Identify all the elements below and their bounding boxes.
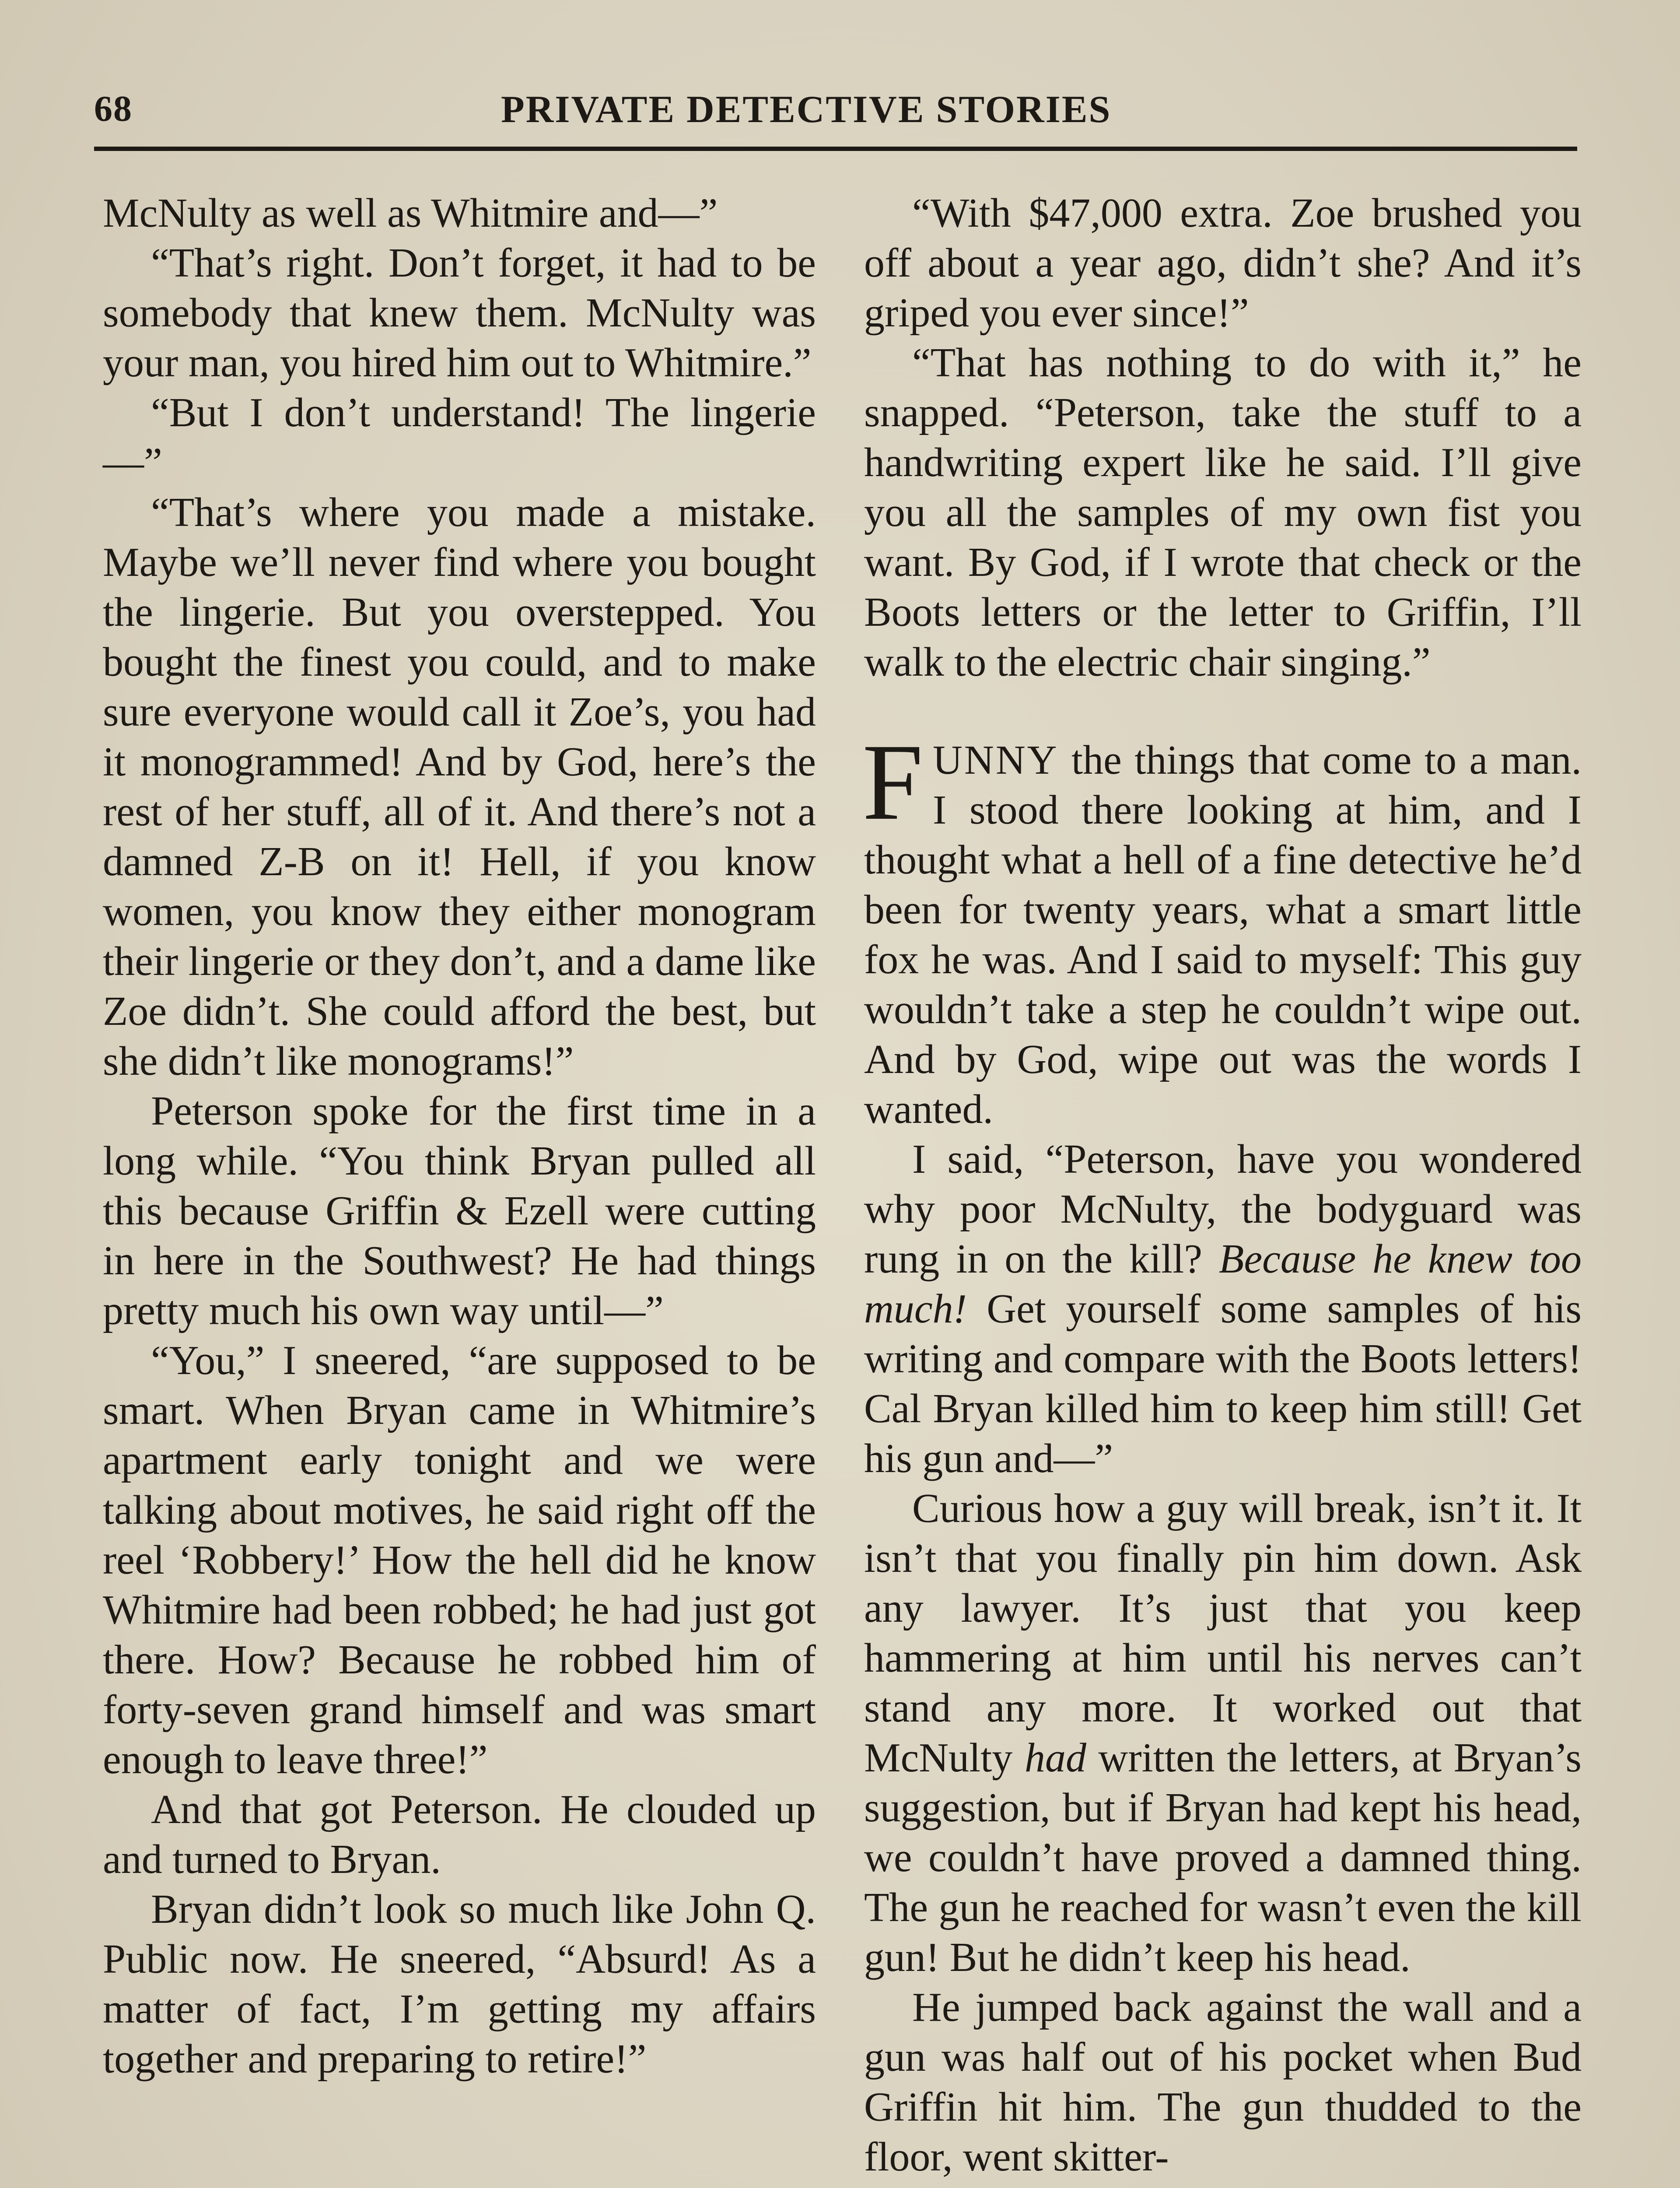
paragraph: “You,” I sneered, “are supposed to be smart. When Bryan came in Whitmire’s apartment early tonight and we were talking about motives, he said right off the reel ‘Robbery!’ How the hell did he know Whitmire had been robbed; he had just got there. How? Because he robbed him of forty-seven grand himself and was smart enough to leave three!”: [103, 1338, 816, 1782]
paragraph: [864, 1483, 1582, 1982]
page-number: 68: [94, 88, 133, 129]
paragraph: And that got Peterson. He clouded up and turned to Bryan.: [103, 1787, 816, 1882]
section-opening-paragraph: [862, 722, 1582, 1134]
paragraph: “That’s where you made a mistake. Maybe we’ll never find where you bought the lingerie. But you overstepped. You bought the finest you could, and to make sure everyone would call it Zoe’s, you had it monogrammed! And by God, here’s the rest of her stuff, all of it. And there’s not a damned Z-B on it! Hell, if you know women, you know they either monogram their lingerie or they don’t, and a dame like Zoe didn’t. She could afford the best, but she didn’t like monograms!”: [103, 490, 816, 1084]
paragraph-text: Get yourself some samples of his writing and compare with the Boots letters! Cal Bryan killed him to keep him still! Get his gun and—”: [864, 1286, 1582, 1481]
paragraph: [864, 1134, 1582, 1483]
paragraph: “But I don’t understand! The lingerie—”: [103, 390, 816, 485]
left-column: [103, 188, 816, 2084]
paragraph: McNulty as well as Whitmire and—”: [103, 190, 718, 236]
header-rule: [94, 147, 1577, 151]
drop-cap: F: [862, 722, 924, 843]
italic-text: Because he knew too much!: [864, 1236, 1582, 1332]
right-column: [864, 188, 1582, 2182]
page-header: [94, 88, 1582, 140]
paragraph-text: Curious how a guy will break, isn’t it. It isn’t that you finally pin him down. Ask any lawyer. It’s just that you keep hammering at him until his nerves can’t stand any more. It worked out that McNulty: [864, 1486, 1582, 1781]
paragraph: Bryan didn’t look so much like John Q. Public now. He sneered, “Absurd! As a matter of fact, I’m getting my affairs together and preparing to retire!”: [103, 1886, 816, 2082]
paragraph-text: I said, “Peterson, have you wondered why poor McNulty, the bodyguard was rung in on the kill?: [864, 1136, 1582, 1282]
paragraph: “That has nothing to do with it,” he snapped. “Peterson, take the stuff to a handwriting expert like he said. I’ll give you all the samples of my own fist you want. By God, if I wrote that check or the Boots letters or the letter to Griffin, I’ll walk to the electric chair singing.”: [864, 340, 1582, 685]
italic-text: had: [1024, 1735, 1086, 1781]
running-title: PRIVATE DETECTIVE STORIES: [501, 88, 1112, 131]
paragraph: “That’s right. Don’t forget, it had to be somebody that knew them. McNulty was your man, you hired him out to Whitmire.”: [103, 240, 816, 386]
paragraph: Peterson spoke for the first time in a long while. “You think Bryan pulled all this because Griffin & Ezell were cutting in here in the Southwest? He had things pretty much his own way until—”: [103, 1088, 816, 1333]
paragraph: “With $47,000 extra. Zoe brushed you off about a year ago, didn’t she? And it’s griped you ever since!”: [864, 190, 1582, 336]
paragraph-text: the things that come to a man. I stood there looking at him, and I thought what a hell of a fine detective he’d been for twenty years, what a smart little fox he was. And I said to myself: This guy wouldn’t take a step he couldn’t wipe out. And by God, wipe out was the words I wanted.: [864, 737, 1582, 1132]
paragraph: He jumped back against the wall and a gun was half out of his pocket when Bud Griffin hit him. The gun thudded to the floor, went skitter-: [864, 1985, 1582, 2180]
opening-caps: UNNY: [933, 737, 1059, 783]
paragraph-text: written the letters, at Bryan’s suggestion, but if Bryan had kept his head, we couldn’t have proved a damned thing. The gun he reached for wasn’t even the kill gun! But he didn’t keep his head.: [864, 1735, 1582, 1980]
